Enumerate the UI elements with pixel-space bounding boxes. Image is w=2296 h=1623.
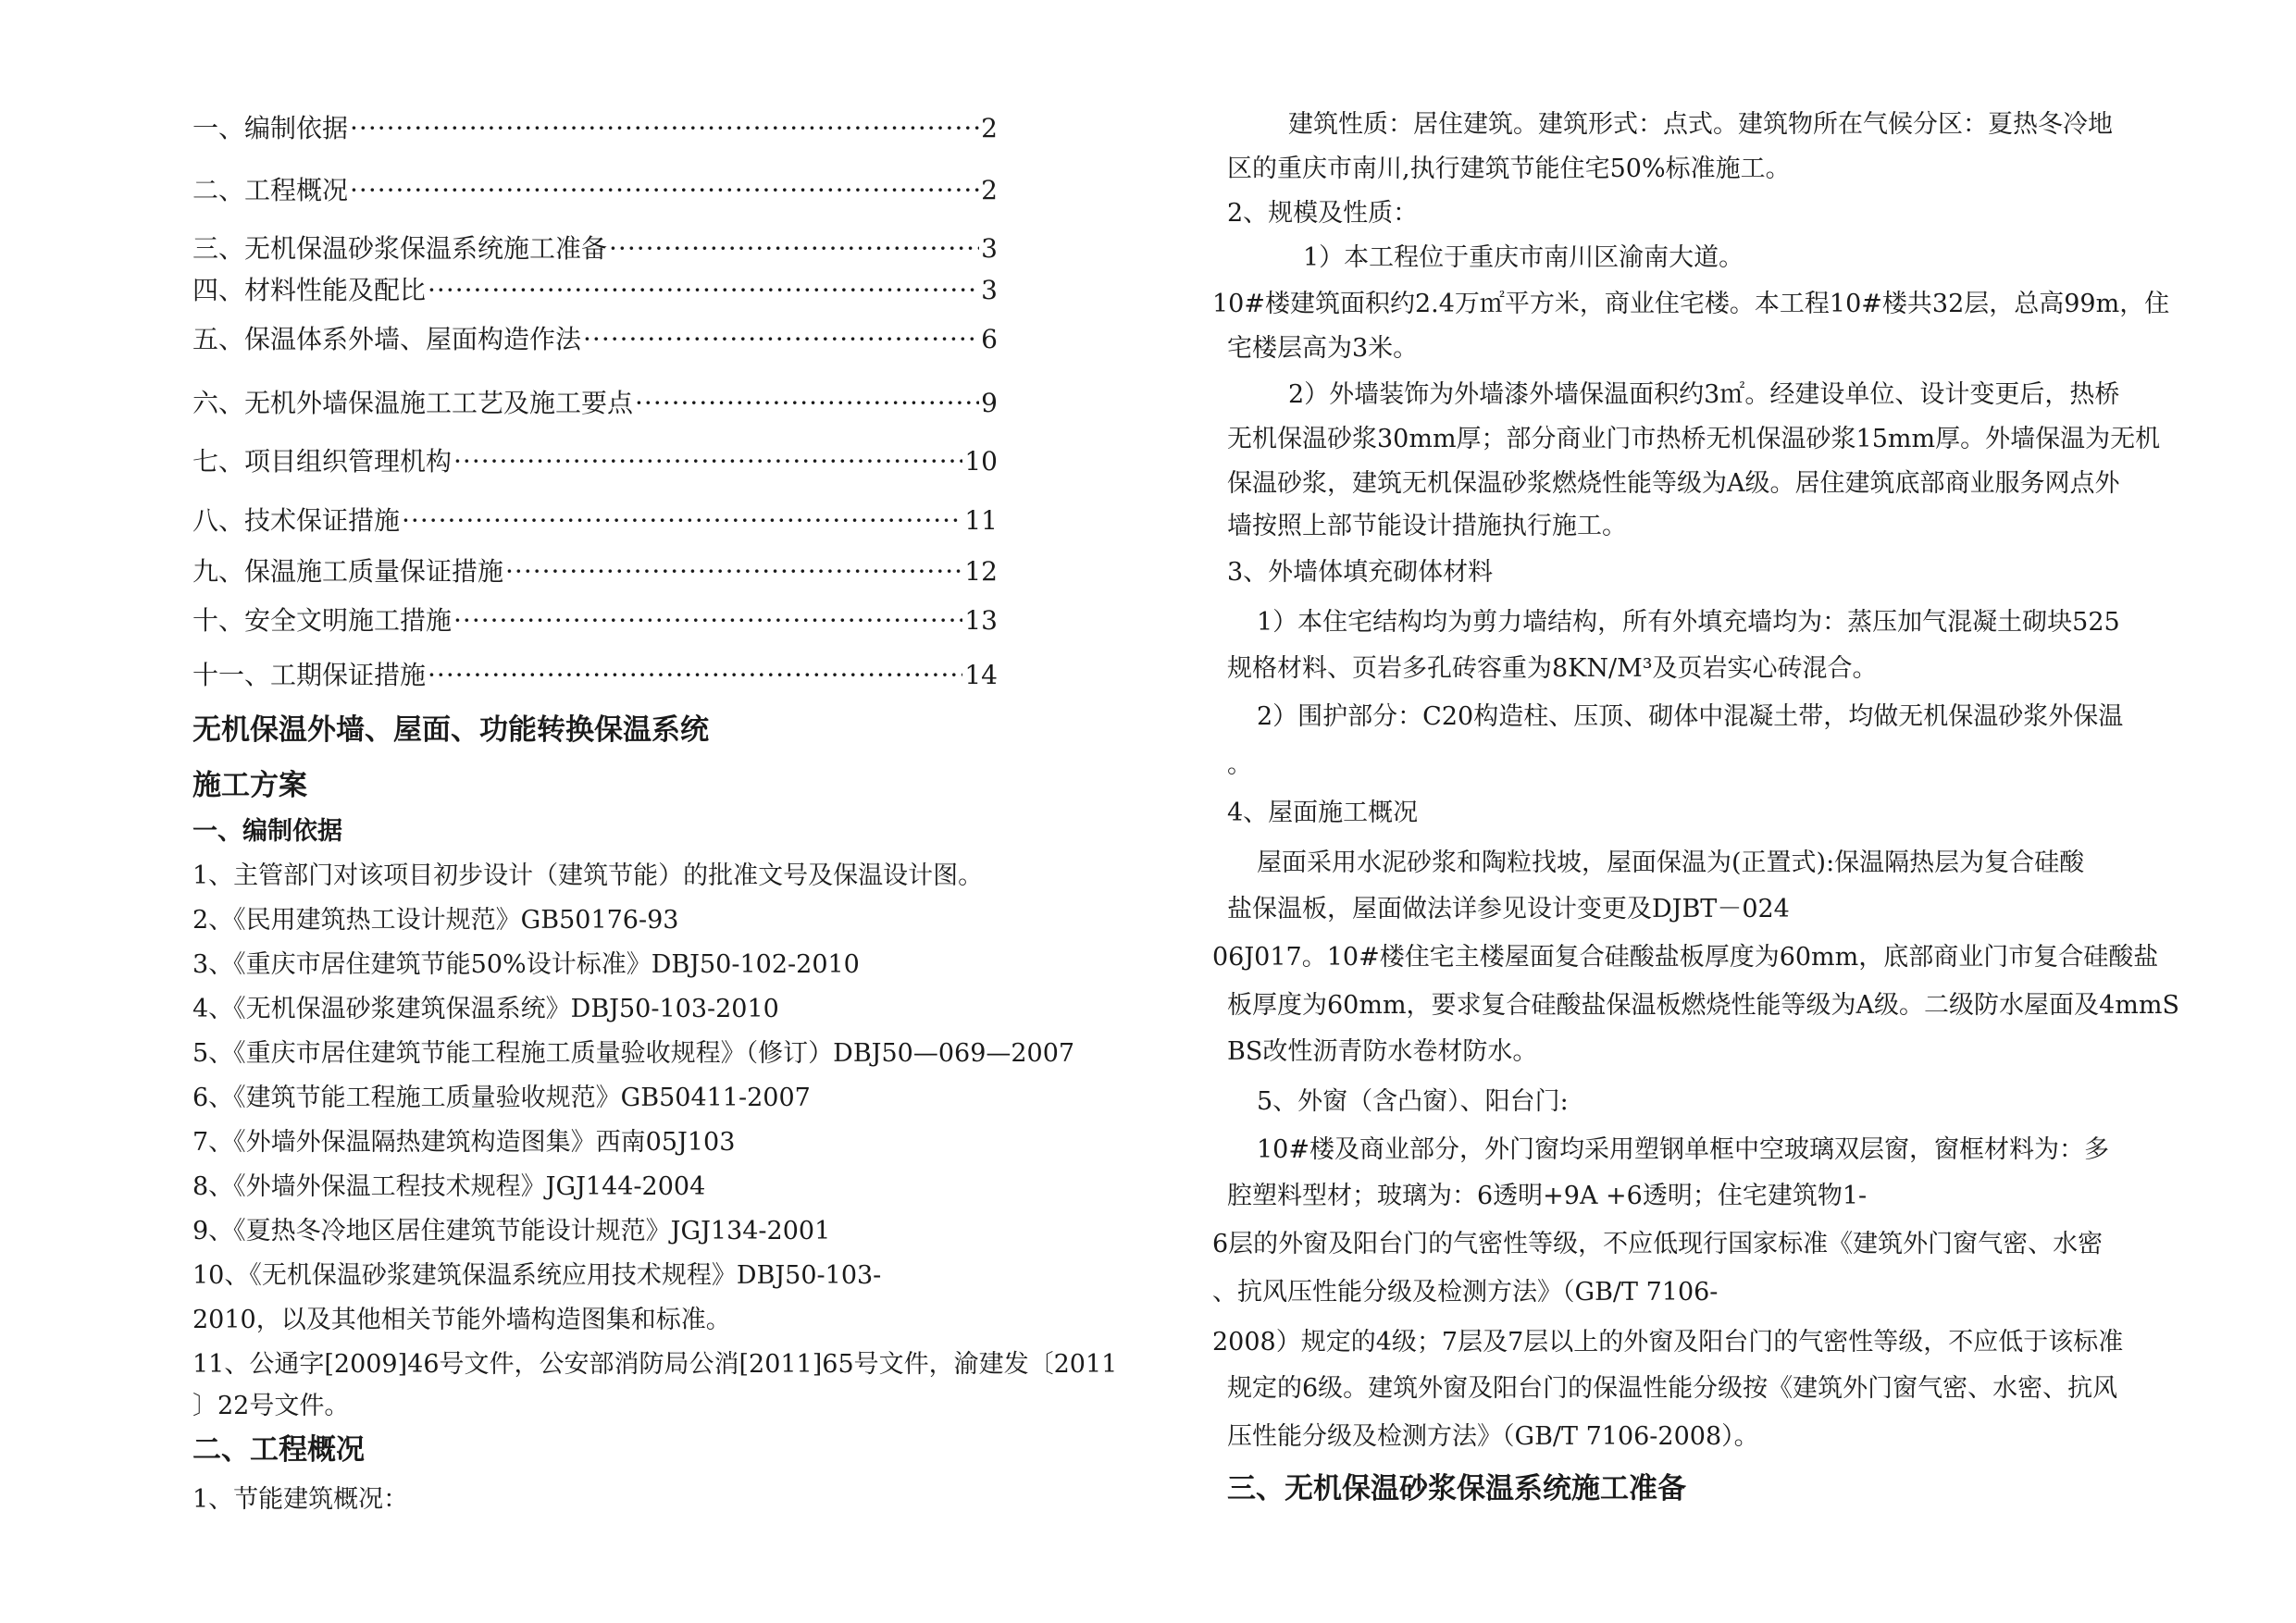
body-line: 。 bbox=[1227, 750, 1252, 779]
toc-entry[interactable] bbox=[192, 505, 998, 537]
toc-leader-dots bbox=[505, 556, 962, 588]
body-line: 4、屋面施工概况 bbox=[1227, 799, 1419, 827]
toc-entry[interactable] bbox=[192, 233, 998, 265]
toc-entry-title: 四、材料性能及配比 bbox=[192, 275, 427, 305]
toc-entry-title: 一、编制依据 bbox=[192, 113, 349, 143]
body-line: 2、《民用建筑热工设计规范》GB50176-93 bbox=[192, 906, 679, 935]
body-line: 盐保温板，屋面做法详参见设计变更及DJBT－024 bbox=[1227, 895, 1790, 923]
body-line: BS改性沥青防水卷材防水。 bbox=[1227, 1037, 1538, 1066]
body-line: 1）本工程位于重庆市南川区渝南大道。 bbox=[1303, 243, 1744, 272]
toc-entry-title: 六、无机外墙保温施工工艺及施工要点 bbox=[192, 388, 634, 418]
body-line: 腔塑料型材；玻璃为：6透明+9A +6透明；住宅建筑物1- bbox=[1227, 1182, 1868, 1210]
toc-entry[interactable] bbox=[192, 556, 998, 588]
body-line: 区的重庆市南川,执行建筑节能住宅50%标准施工。 bbox=[1227, 155, 1791, 183]
toc-entry-title: 五、保温体系外墙、屋面构造作法 bbox=[192, 324, 582, 354]
body-line: 1、主管部门对该项目初步设计（建筑节能）的批准文号及保温设计图。 bbox=[192, 861, 984, 890]
body-line: 6层的外窗及阳台门的气密性等级，不应低现行国家标准《建筑外门窗气密、水密 bbox=[1212, 1230, 2104, 1258]
toc-entry-page: 11 bbox=[964, 505, 998, 536]
body-line: 10#楼建筑面积约2.4万㎡平方米，商业住宅楼。本工程10#楼共32层，总高99m，住 bbox=[1212, 290, 2170, 318]
toc-entry-title: 三、无机保温砂浆保温系统施工准备 bbox=[192, 233, 608, 264]
body-line: 11、公通字[2009]46号文件，公安部消防局公消[2011]65号文件，渝建发〔2011 bbox=[192, 1350, 1118, 1379]
toc-entry[interactable] bbox=[192, 113, 998, 144]
body-line: 4、《无机保温砂浆建筑保温系统》DBJ50-103-2010 bbox=[192, 995, 779, 1023]
document-title: 无机保温外墙、屋面、功能转换保温系统 bbox=[192, 713, 709, 747]
toc-leader-dots bbox=[428, 275, 979, 306]
body-line: 5、《重庆市居住建筑节能工程施工质量验收规程》（修订）DBJ50—069—2007 bbox=[192, 1039, 1075, 1068]
body-line: 2008）规定的4级；7层及7层以上的外窗及阳台门的气密性等级，不应低于该标准 bbox=[1212, 1328, 2124, 1357]
body-line: 〕22号文件。 bbox=[192, 1392, 350, 1420]
toc-entry[interactable] bbox=[192, 324, 998, 355]
toc-entry-page: 3 bbox=[981, 275, 998, 305]
body-line: 10、《无机保温砂浆建筑保温系统应用技术规程》DBJ50-103- bbox=[192, 1261, 882, 1290]
toc-entry[interactable] bbox=[192, 446, 998, 477]
body-line: 建筑性质：居住建筑。建筑形式：点式。建筑物所在气候分区：夏热冬冷地 bbox=[1288, 110, 2113, 139]
toc-entry-page: 6 bbox=[981, 324, 998, 354]
section-heading: 二、工程概况 bbox=[192, 1433, 365, 1467]
body-line: 2）外墙装饰为外墙漆外墙保温面积约3㎡。经建设单位、设计变更后，热桥 bbox=[1288, 380, 2120, 409]
body-line: 06J017。10#楼住宅主楼屋面复合硅酸盐板厚度为60mm，底部商业门市复合硅酸盐 bbox=[1212, 943, 2159, 972]
toc-entry-page: 2 bbox=[981, 175, 998, 205]
body-line: 5、外窗（含凸窗）、阳台门: bbox=[1257, 1087, 1569, 1116]
toc-leader-dots bbox=[583, 324, 979, 355]
toc-leader-dots bbox=[609, 233, 979, 265]
toc-entry[interactable] bbox=[192, 660, 998, 691]
toc-leader-dots bbox=[453, 446, 962, 477]
toc-entry-page: 9 bbox=[981, 388, 998, 418]
toc-leader-dots bbox=[635, 388, 979, 419]
toc-entry-title: 七、项目组织管理机构 bbox=[192, 446, 453, 477]
body-line: 2010，以及其他相关节能外墙构造图集和标准。 bbox=[192, 1306, 731, 1334]
section-heading: 三、无机保温砂浆保温系统施工准备 bbox=[1227, 1472, 1686, 1505]
toc-entry-title: 十一、工期保证措施 bbox=[192, 660, 427, 690]
toc-entry[interactable] bbox=[192, 175, 998, 206]
body-line: 3、外墙体填充砌体材料 bbox=[1227, 558, 1494, 587]
body-line: 3、《重庆市居住建筑节能50%设计标准》DBJ50-102-2010 bbox=[192, 950, 860, 979]
body-line: 7、《外墙外保温隔热建筑构造图集》西南05J103 bbox=[192, 1128, 736, 1157]
toc-entry-page: 14 bbox=[964, 660, 998, 690]
body-line: 墙按照上部节能设计措施执行施工。 bbox=[1227, 512, 1627, 540]
body-line: 1、节能建筑概况： bbox=[192, 1485, 409, 1514]
toc-entry[interactable] bbox=[192, 605, 998, 637]
body-line: 宅楼层高为3米。 bbox=[1227, 334, 1419, 363]
body-line: 8、《外墙外保温工程技术规程》JGJ144-2004 bbox=[192, 1172, 706, 1201]
toc-entry-title: 二、工程概况 bbox=[192, 175, 349, 205]
body-line: 屋面采用水泥砂浆和陶粒找坡，屋面保温为(正置式):保温隔热层为复合硅酸 bbox=[1257, 849, 2085, 877]
toc-leader-dots bbox=[428, 660, 962, 691]
toc-entry-title: 九、保温施工质量保证措施 bbox=[192, 556, 504, 587]
toc-entry-title: 八、技术保证措施 bbox=[192, 505, 401, 536]
body-line: 规格材料、页岩多孔砖容重为8KN/M³及页岩实心砖混合。 bbox=[1227, 654, 1878, 683]
toc-entry-page: 3 bbox=[981, 233, 998, 264]
body-line: 、抗风压性能分级及检测方法》（GB/T 7106- bbox=[1212, 1278, 1719, 1307]
toc-entry-title: 十、安全文明施工措施 bbox=[192, 605, 453, 636]
toc-entry-page: 13 bbox=[964, 605, 998, 636]
body-line: 10#楼及商业部分，外门窗均采用塑钢单框中空玻璃双层窗，窗框材料为：多 bbox=[1257, 1135, 2109, 1164]
toc-entry-page: 10 bbox=[964, 446, 998, 477]
toc-leader-dots bbox=[453, 605, 962, 637]
body-line: 6、《建筑节能工程施工质量验收规范》GB50411-2007 bbox=[192, 1084, 811, 1112]
body-line: 无机保温砂浆30mm厚；部分商业门市热桥无机保温砂浆15mm厚。外墙保温为无机 bbox=[1227, 425, 2161, 453]
body-line: 规定的6级。建筑外窗及阳台门的保温性能分级按《建筑外门窗气密、水密、抗风 bbox=[1227, 1374, 2118, 1403]
toc-leader-dots bbox=[350, 113, 979, 144]
toc-leader-dots bbox=[402, 505, 962, 537]
body-line: 板厚度为60mm，要求复合硅酸盐保温板燃烧性能等级为A级。二级防水屋面及4mmS bbox=[1227, 991, 2179, 1020]
body-line: 2）围护部分：C20构造柱、压顶、砌体中混凝土带，均做无机保温砂浆外保温 bbox=[1257, 702, 2124, 731]
body-line: 1）本住宅结构均为剪力墙结构，所有外填充墙均为：蒸压加气混凝土砌块525 bbox=[1257, 608, 2120, 637]
body-line: 2、规模及性质： bbox=[1227, 199, 1419, 228]
toc-entry-page: 12 bbox=[964, 556, 998, 587]
body-line: 9、《夏热冬冷地区居住建筑节能设计规范》JGJ134-2001 bbox=[192, 1217, 831, 1245]
body-line: 保温砂浆，建筑无机保温砂浆燃烧性能等级为A级。居住建筑底部商业服务网点外 bbox=[1227, 469, 2120, 498]
document-subtitle: 施工方案 bbox=[192, 769, 307, 802]
body-line: 压性能分级及检测方法》（GB/T 7106-2008）。 bbox=[1227, 1422, 1759, 1451]
toc-entry[interactable] bbox=[192, 275, 998, 306]
toc-leader-dots bbox=[350, 175, 979, 206]
toc-entry[interactable] bbox=[192, 388, 998, 419]
section-heading: 一、编制依据 bbox=[192, 817, 342, 846]
toc-entry-page: 2 bbox=[981, 113, 998, 143]
